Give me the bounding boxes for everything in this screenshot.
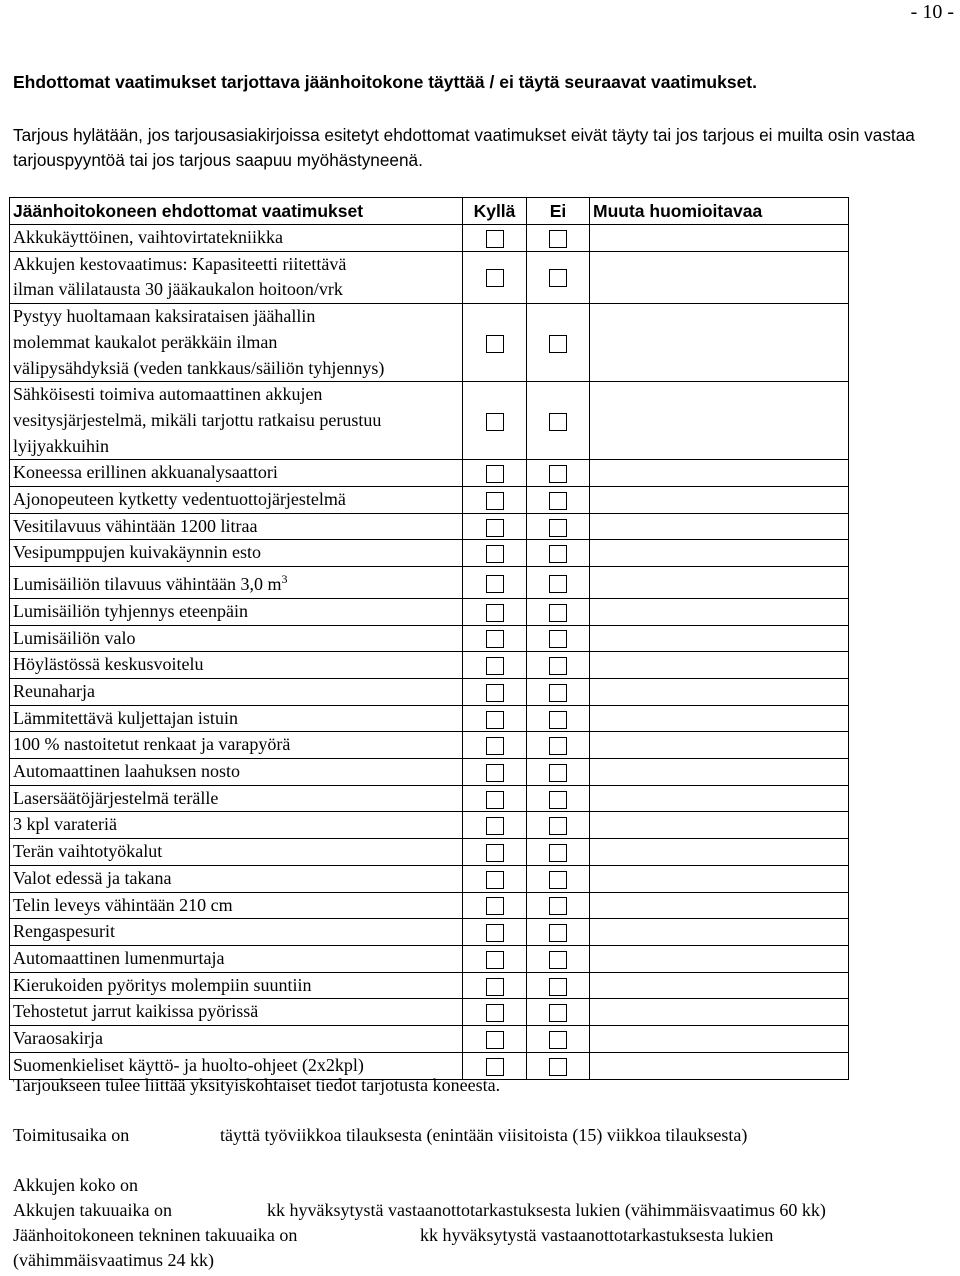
- requirement-label: Automaattinen laahuksen nosto: [13, 761, 240, 782]
- checkbox-cell-yes: [463, 598, 527, 625]
- checkbox-cell-no: [527, 892, 590, 919]
- checkbox-no[interactable]: [549, 897, 567, 915]
- table-row: [10, 382, 849, 460]
- checkbox-no[interactable]: [549, 791, 567, 809]
- checkbox-cell-no: [527, 1052, 590, 1079]
- tech-warranty-text: kk hyväksytystä vastaanottotarkastuksesta lukien: [420, 1225, 774, 1245]
- header-no: Ei: [527, 198, 590, 225]
- notes-cell[interactable]: [590, 732, 849, 759]
- tech-warranty-label: Jäänhoitokoneen tekninen takuuaika on: [13, 1225, 298, 1245]
- checkbox-cell-no: [527, 652, 590, 679]
- table-row: [10, 705, 849, 732]
- checkbox-no[interactable]: [549, 269, 567, 287]
- requirement-label: 3 kpl varateriä: [13, 814, 117, 835]
- requirement-label: Ajonopeuteen kytketty vedentuottojärjestelmä: [13, 489, 346, 510]
- table-row: [10, 785, 849, 812]
- checkbox-yes[interactable]: [486, 684, 504, 702]
- checkbox-no[interactable]: [549, 465, 567, 483]
- checkbox-cell-no: [527, 785, 590, 812]
- checkbox-no[interactable]: [549, 924, 567, 942]
- requirement-cell: [10, 759, 463, 786]
- checkbox-yes[interactable]: [486, 1058, 504, 1076]
- table-row: [10, 540, 849, 567]
- notes-cell[interactable]: [590, 382, 849, 460]
- checkbox-cell-no: [527, 999, 590, 1026]
- header-requirement: Jäänhoitokoneen ehdottomat vaatimukset: [10, 198, 463, 225]
- checkbox-cell-no: [527, 225, 590, 252]
- requirement-cell: [10, 678, 463, 705]
- checkbox-cell-no: [527, 382, 590, 460]
- notes-cell[interactable]: [590, 540, 849, 567]
- table-row: [10, 892, 849, 919]
- table-row: [10, 839, 849, 866]
- table-row: [10, 759, 849, 786]
- checkbox-yes[interactable]: [486, 335, 504, 353]
- checkbox-cell-no: [527, 304, 590, 382]
- checkbox-cell-yes: [463, 225, 527, 252]
- battery-warranty-label: Akkujen takuuaika on: [13, 1200, 172, 1220]
- requirement-cell: [10, 705, 463, 732]
- checkbox-no[interactable]: [549, 492, 567, 510]
- checkbox-yes[interactable]: [486, 844, 504, 862]
- checkbox-cell-no: [527, 865, 590, 892]
- battery-size-label: Akkujen koko on: [13, 1175, 138, 1195]
- table-row: [10, 304, 849, 382]
- requirement-label: Varaosakirja: [13, 1028, 103, 1049]
- notes-cell[interactable]: [590, 304, 849, 382]
- table-row: [10, 567, 849, 599]
- notes-cell[interactable]: [590, 839, 849, 866]
- notes-cell[interactable]: [590, 999, 849, 1026]
- table-row: [10, 513, 849, 540]
- checkbox-no[interactable]: [549, 737, 567, 755]
- requirement-label: Vesipumppujen kuivakäynnin esto: [13, 542, 261, 563]
- checkbox-cell-yes: [463, 732, 527, 759]
- delivery-text: täyttä työviikkoa tilauksesta (enintään viisitoista (15) viikkoa tilauksesta): [220, 1125, 748, 1145]
- checkbox-cell-yes: [463, 540, 527, 567]
- table-header-row: [10, 198, 849, 225]
- requirement-cell: [10, 972, 463, 999]
- requirement-label: Lumisäiliön valo: [13, 627, 136, 648]
- table-row: [10, 487, 849, 514]
- requirement-cell: [10, 919, 463, 946]
- table-row: [10, 251, 849, 303]
- requirement-label: Rengaspesurit: [13, 921, 115, 942]
- checkbox-cell-yes: [463, 839, 527, 866]
- notes-cell[interactable]: [590, 919, 849, 946]
- requirement-label: Tehostetut jarrut kaikissa pyörissä: [13, 1001, 259, 1022]
- notes-cell[interactable]: [590, 892, 849, 919]
- checkbox-cell-no: [527, 919, 590, 946]
- checkbox-no[interactable]: [549, 871, 567, 889]
- requirement-cell: [10, 567, 463, 599]
- checkbox-no[interactable]: [549, 413, 567, 431]
- notes-cell[interactable]: [590, 487, 849, 514]
- checkbox-yes[interactable]: [486, 924, 504, 942]
- checkbox-yes[interactable]: [486, 817, 504, 835]
- table-row: [10, 598, 849, 625]
- requirement-label: Terän vaihtotyökalut: [13, 841, 163, 862]
- requirement-cell: [10, 1026, 463, 1053]
- notes-cell[interactable]: [590, 513, 849, 540]
- checkbox-yes[interactable]: [486, 871, 504, 889]
- requirement-label: Pystyy huoltamaan kaksirataisen jäähallin molemmat kaukalot peräkkäin ilman välipysähdyksiä (veden tankkaus/säiliön tyhjennys): [13, 306, 385, 378]
- checkbox-cell-no: [527, 678, 590, 705]
- checkbox-yes[interactable]: [486, 951, 504, 969]
- requirement-cell: [10, 540, 463, 567]
- checkbox-no[interactable]: [549, 1058, 567, 1076]
- header-yes: Kyllä: [463, 198, 527, 225]
- requirement-label: Kierukoiden pyöritys molempiin suuntiin: [13, 974, 312, 995]
- requirement-label: Suomenkieliset käyttö- ja huolto-ohjeet (2x2kpl): [13, 1054, 364, 1075]
- notes-cell[interactable]: [590, 705, 849, 732]
- checkbox-cell-yes: [463, 304, 527, 382]
- checkbox-no[interactable]: [549, 519, 567, 537]
- checkbox-no[interactable]: [549, 545, 567, 563]
- table-row: [10, 732, 849, 759]
- checkbox-cell-no: [527, 812, 590, 839]
- notes-cell[interactable]: [590, 1052, 849, 1079]
- table-row: [10, 865, 849, 892]
- requirement-cell: [10, 839, 463, 866]
- battery-warranty-text: kk hyväksytystä vastaanottotarkastuksesta lukien (vähimmäisvaatimus 60 kk): [267, 1200, 826, 1220]
- notes-cell[interactable]: [590, 972, 849, 999]
- checkbox-no[interactable]: [549, 604, 567, 622]
- checkbox-cell-no: [527, 251, 590, 303]
- checkbox-cell-no: [527, 732, 590, 759]
- checkbox-no[interactable]: [549, 1004, 567, 1022]
- checkbox-cell-yes: [463, 678, 527, 705]
- table-row: [10, 812, 849, 839]
- checkbox-yes[interactable]: [486, 791, 504, 809]
- notes-cell[interactable]: [590, 652, 849, 679]
- checkbox-yes[interactable]: [486, 630, 504, 648]
- checkbox-cell-no: [527, 759, 590, 786]
- table-row: [10, 972, 849, 999]
- checkbox-no[interactable]: [549, 684, 567, 702]
- checkbox-cell-no: [527, 460, 590, 487]
- checkbox-cell-yes: [463, 382, 527, 460]
- checkbox-yes[interactable]: [486, 545, 504, 563]
- checkbox-cell-yes: [463, 1026, 527, 1053]
- requirements-table: [9, 197, 849, 1080]
- notes-cell[interactable]: [590, 945, 849, 972]
- table-row: [10, 999, 849, 1026]
- checkbox-cell-no: [527, 705, 590, 732]
- checkbox-cell-yes: [463, 513, 527, 540]
- notes-cell[interactable]: [590, 460, 849, 487]
- table-row: [10, 678, 849, 705]
- checkbox-no[interactable]: [549, 978, 567, 996]
- notes-cell[interactable]: [590, 598, 849, 625]
- requirement-cell: [10, 652, 463, 679]
- table-row: [10, 945, 849, 972]
- checkbox-no[interactable]: [549, 764, 567, 782]
- checkbox-cell-no: [527, 540, 590, 567]
- attach-note: Tarjoukseen tulee liittää yksityiskohtaiset tiedot tarjotusta koneesta.: [13, 1075, 501, 1095]
- requirement-cell: [10, 945, 463, 972]
- table-row: [10, 919, 849, 946]
- checkbox-no[interactable]: [549, 575, 567, 593]
- notes-cell[interactable]: [590, 865, 849, 892]
- checkbox-yes[interactable]: [486, 1004, 504, 1022]
- checkbox-yes[interactable]: [486, 519, 504, 537]
- intro-paragraph: Tarjous hylätään, jos tarjousasiakirjoissa esitetyt ehdottomat vaatimukset eivät täyty tai jos tarjous ei muilta osin vastaa tarjouspyyntöä tai jos tarjous saapuu myöhästyneenä.: [13, 125, 915, 170]
- requirement-label: Höylästössä keskusvoitelu: [13, 654, 204, 675]
- checkbox-cell-no: [527, 598, 590, 625]
- notes-cell[interactable]: [590, 785, 849, 812]
- requirement-label: 100 % nastoitetut renkaat ja varapyörä: [13, 734, 291, 755]
- checkbox-no[interactable]: [549, 1031, 567, 1049]
- checkbox-yes[interactable]: [486, 230, 504, 248]
- checkbox-no[interactable]: [549, 335, 567, 353]
- requirement-label: Automaattinen lumenmurtaja: [13, 947, 225, 968]
- checkbox-no[interactable]: [549, 817, 567, 835]
- notes-cell[interactable]: [590, 678, 849, 705]
- checkbox-yes[interactable]: [486, 604, 504, 622]
- requirement-label: Lumisäiliön tyhjennys eteenpäin: [13, 600, 248, 621]
- header-notes: Muuta huomioitavaa: [590, 198, 849, 225]
- requirement-cell: [10, 598, 463, 625]
- notes-cell[interactable]: [590, 251, 849, 303]
- checkbox-cell-yes: [463, 972, 527, 999]
- requirement-label: Koneessa erillinen akkuanalysaattori: [13, 462, 278, 483]
- requirement-cell: [10, 487, 463, 514]
- checkbox-yes[interactable]: [486, 737, 504, 755]
- table-row: [10, 625, 849, 652]
- checkbox-no[interactable]: [549, 711, 567, 729]
- requirement-cell: [10, 812, 463, 839]
- checkbox-cell-yes: [463, 705, 527, 732]
- requirement-label: Sähköisesti toimiva automaattinen akkujen vesitysjärjestelmä, mikäli tarjottu ratkaisu perustuu lyijyakkuihin: [13, 384, 382, 456]
- requirement-label: Lämmitettävä kuljettajan istuin: [13, 707, 238, 728]
- checkbox-cell-yes: [463, 945, 527, 972]
- checkbox-no[interactable]: [549, 951, 567, 969]
- checkbox-no[interactable]: [549, 844, 567, 862]
- checkbox-yes[interactable]: [486, 492, 504, 510]
- checkbox-cell-yes: [463, 625, 527, 652]
- checkbox-cell-yes: [463, 567, 527, 599]
- requirement-cell: [10, 304, 463, 382]
- checkbox-cell-no: [527, 1026, 590, 1053]
- checkbox-cell-no: [527, 945, 590, 972]
- requirement-cell: [10, 251, 463, 303]
- checkbox-yes[interactable]: [486, 575, 504, 593]
- notes-cell[interactable]: [590, 759, 849, 786]
- table-row: [10, 1026, 849, 1053]
- checkbox-cell-yes: [463, 999, 527, 1026]
- requirement-label: Lasersäätöjärjestelmä terälle: [13, 787, 219, 808]
- checkbox-cell-no: [527, 487, 590, 514]
- checkbox-cell-yes: [463, 785, 527, 812]
- checkbox-cell-yes: [463, 919, 527, 946]
- table-row: [10, 460, 849, 487]
- requirement-label: Lumisäiliön tilavuus vähintään 3,0 m: [13, 574, 282, 595]
- checkbox-no[interactable]: [549, 630, 567, 648]
- checkbox-yes[interactable]: [486, 413, 504, 431]
- requirement-label: Telin leveys vähintään 210 cm: [13, 894, 233, 915]
- checkbox-cell-no: [527, 839, 590, 866]
- notes-cell[interactable]: [590, 625, 849, 652]
- requirement-cell: [10, 785, 463, 812]
- requirement-cell: [10, 999, 463, 1026]
- table-row: [10, 225, 849, 252]
- table-row: [10, 652, 849, 679]
- requirement-label: Vesitilavuus vähintään 1200 litraa: [13, 515, 258, 536]
- checkbox-no[interactable]: [549, 230, 567, 248]
- notes-cell[interactable]: [590, 567, 849, 599]
- requirement-label: Valot edessä ja takana: [13, 867, 172, 888]
- delivery-label: Toimitusaika on: [13, 1125, 130, 1145]
- checkbox-yes[interactable]: [486, 764, 504, 782]
- notes-cell[interactable]: [590, 812, 849, 839]
- checkbox-cell-yes: [463, 487, 527, 514]
- checkbox-cell-yes: [463, 251, 527, 303]
- requirement-cell: [10, 513, 463, 540]
- notes-cell[interactable]: [590, 1026, 849, 1053]
- checkbox-cell-yes: [463, 812, 527, 839]
- checkbox-cell-yes: [463, 460, 527, 487]
- checkbox-yes[interactable]: [486, 978, 504, 996]
- checkbox-cell-yes: [463, 892, 527, 919]
- requirement-cell: [10, 732, 463, 759]
- requirement-label: Akkujen kestovaatimus: Kapasiteetti riitettävä ilman välilatausta 30 jääkaukalon hoitoon/vrk: [13, 253, 347, 300]
- checkbox-yes[interactable]: [486, 465, 504, 483]
- requirement-label: Reunaharja: [13, 680, 95, 701]
- tech-warranty-minimum: (vähimmäisvaatimus 24 kk): [13, 1250, 214, 1270]
- checkbox-cell-no: [527, 513, 590, 540]
- requirement-cell: [10, 892, 463, 919]
- checkbox-yes[interactable]: [486, 269, 504, 287]
- checkbox-cell-yes: [463, 865, 527, 892]
- checkbox-yes[interactable]: [486, 1031, 504, 1049]
- notes-cell[interactable]: [590, 225, 849, 252]
- checkbox-cell-no: [527, 972, 590, 999]
- requirement-cell: [10, 625, 463, 652]
- requirement-cell: [10, 225, 463, 252]
- requirement-cell: [10, 865, 463, 892]
- requirement-label: Akkukäyttöinen, vaihtovirtatekniikka: [13, 227, 283, 247]
- checkbox-yes[interactable]: [486, 657, 504, 675]
- requirement-cell: [10, 382, 463, 460]
- checkbox-cell-yes: [463, 759, 527, 786]
- checkbox-cell-no: [527, 567, 590, 599]
- section-heading: Ehdottomat vaatimukset tarjottava jäänhoitokone täyttää / ei täytä seuraavat vaatimukset.: [13, 72, 757, 92]
- checkbox-yes[interactable]: [486, 897, 504, 915]
- checkbox-cell-yes: [463, 652, 527, 679]
- superscript-three: 3: [281, 572, 288, 587]
- page-number: - 10 -: [910, 1, 954, 23]
- checkbox-cell-no: [527, 625, 590, 652]
- checkbox-no[interactable]: [549, 657, 567, 675]
- requirement-cell: [10, 460, 463, 487]
- checkbox-yes[interactable]: [486, 711, 504, 729]
